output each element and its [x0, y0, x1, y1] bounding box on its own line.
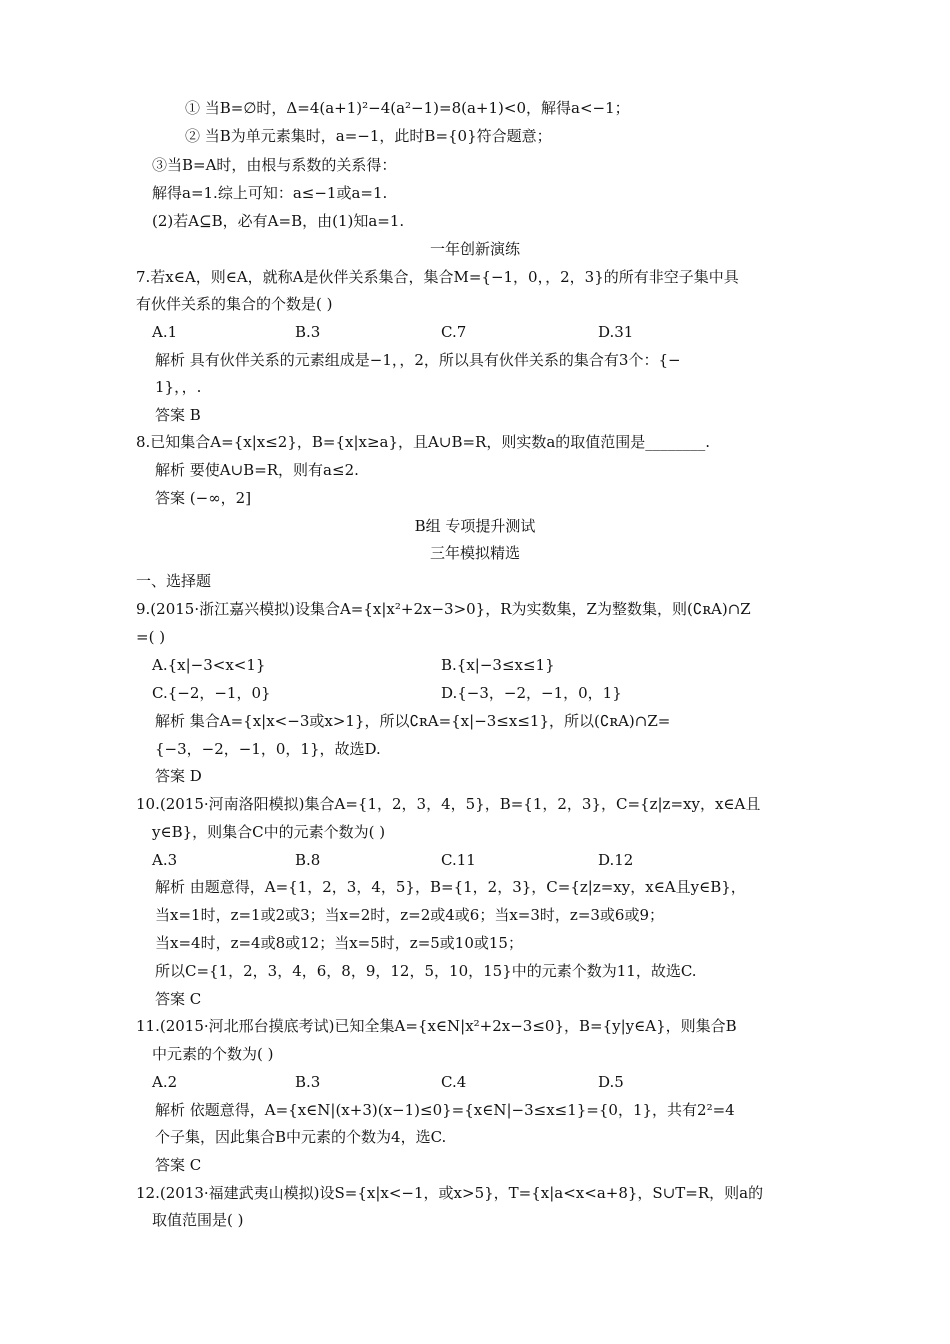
solution: 解析 依题意得，A={x∈N|(x+3)(x−1)≤0}={x∈N|−3≤x≤1}={0，1}，共有2²=4 — [155, 1101, 735, 1119]
solution: 解析 要使A∪B=R，则有a≤2. — [155, 461, 359, 479]
question-10-stem: y∈B}，则集合C中的元素个数为( ) — [152, 823, 386, 841]
answer: 答案 C — [155, 990, 202, 1008]
text-line: ① 当B=∅时，Δ=4(a+1)²−4(a²−1)=8(a+1)<0，解得a<−1； — [185, 99, 630, 117]
option-c: C.{−2，−1，0} — [152, 684, 271, 702]
text-line: ③当B=A时，由根与系数的关系得： — [152, 156, 397, 174]
question-12-stem: 12.(2013·福建武夷山模拟)设S={x|x<−1，或x>5}，T={x|a<x<a+8}，S∪T=R，则a的 — [136, 1184, 764, 1202]
question-8-stem: 8.已知集合A={x|x≤2}，B={x|x≥a}，且A∪B=R，则实数a的取值范围是________. — [136, 433, 711, 451]
section-heading: 三年模拟精选 — [429, 544, 520, 562]
question-11-stem: 中元素的个数为( ) — [152, 1045, 274, 1063]
solution: 解析 集合A={x|x<−3或x>1}，所以∁ʀA={x|−3≤x≤1}，所以(∁ʀA)∩Z= — [155, 712, 671, 730]
option-c: C.4 — [441, 1073, 467, 1091]
question-10-stem: 10.(2015·河南洛阳模拟)集合A={1，2，3，4，5}，B={1，2，3}，C={z|z=xy，x∈A且 — [136, 795, 761, 813]
section-heading: 一、选择题 — [136, 572, 212, 590]
solution: {−3，−2，−1，0，1}，故选D. — [155, 740, 381, 758]
question-12-stem: 取值范围是( ) — [152, 1211, 244, 1229]
option-b: B.3 — [295, 1073, 321, 1091]
answer: 答案 D — [155, 767, 202, 785]
option-d: D.31 — [598, 323, 634, 341]
option-b: B.{x|−3≤x≤1} — [441, 656, 555, 674]
answer: 答案 B — [155, 406, 201, 424]
option-a: A.2 — [152, 1073, 178, 1091]
solution: 个子集，因此集合B中元素的个数为4，选C. — [155, 1128, 447, 1146]
question-11-stem: 11.(2015·河北邢台摸底考试)已知全集A={x∈N|x²+2x−3≤0}，B={y|y∈A}，则集合B — [136, 1017, 737, 1035]
solution: 所以C={1，2，3，4，6，8，9，12，5，10，15}中的元素个数为11，故选C. — [155, 962, 697, 980]
solution: 当x=1时，z=1或2或3；当x=2时，z=2或4或6；当x=3时，z=3或6或9； — [155, 906, 665, 924]
text-line: (2)若A⊆B，必有A=B，由(1)知a=1. — [152, 212, 405, 230]
option-a: A.1 — [152, 323, 178, 341]
question-9-stem: 9.(2015·浙江嘉兴模拟)设集合A={x|x²+2x−3>0}，R为实数集，Z为整数集，则(∁ʀA)∩Z — [136, 600, 751, 618]
option-a: A.3 — [152, 851, 178, 869]
option-c: C.11 — [441, 851, 476, 869]
solution: 当x=4时，z=4或8或12；当x=5时，z=5或10或15； — [155, 934, 523, 952]
section-heading: B组 专项提升测试 — [414, 517, 536, 535]
text-line: ② 当B为单元素集时，a=−1，此时B={0}符合题意； — [185, 127, 552, 145]
question-9-stem: =( ) — [136, 628, 166, 646]
option-b: B.3 — [295, 323, 321, 341]
option-d: D.{−3，−2，−1，0，1} — [441, 684, 622, 702]
option-d: D.5 — [598, 1073, 624, 1091]
answer: 答案 (−∞，2] — [155, 489, 252, 507]
solution: 解析 具有伙伴关系的元素组成是−1，，2，所以具有伙伴关系的集合有3个：{− — [155, 351, 681, 369]
solution: 1}，，. — [155, 378, 202, 396]
solution: 解析 由题意得，A={1，2，3，4，5}，B={1，2，3}，C={z|z=xy，x∈A且y∈B}， — [155, 878, 746, 896]
answer: 答案 C — [155, 1156, 202, 1174]
text-line: 解得a=1.综上可知：a≤−1或a=1. — [152, 184, 388, 202]
question-7-stem: 7.若x∈A，则∈A，就称A是伙伴关系集合，集合M={−1，0，，2，3}的所有非空子集中具 — [136, 268, 739, 286]
option-b: B.8 — [295, 851, 321, 869]
section-heading: 一年创新演练 — [429, 240, 520, 258]
option-a: A.{x|−3<x<1} — [152, 656, 266, 674]
option-d: D.12 — [598, 851, 634, 869]
option-c: C.7 — [441, 323, 467, 341]
question-7-stem: 有伙伴关系的集合的个数是( ) — [136, 295, 333, 313]
